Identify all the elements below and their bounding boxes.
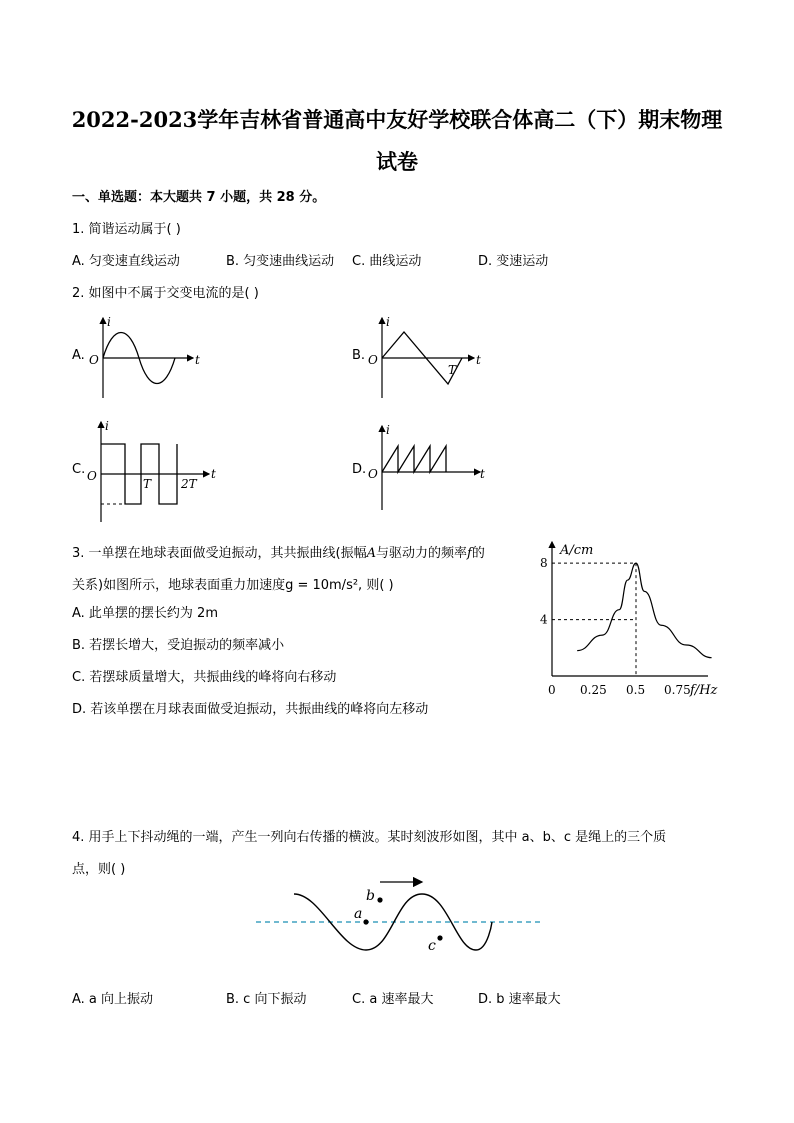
graph-c-y-label: i [105, 419, 109, 433]
question-3-option-a: A. 此单摆的摆长约为 2m [72, 606, 218, 621]
graph-d-x-label: t [480, 467, 485, 481]
graph-d-label: D. [352, 462, 367, 477]
point-b [377, 897, 382, 902]
question-1-stem: 1. 简谐运动属于( ) [72, 222, 181, 237]
chart-xtick-0: 0 [548, 683, 556, 697]
page-title-line2: 试卷 [376, 149, 418, 174]
question-3-option-d: D. 若该单摆在月球表面做受迫振动，共振曲线的峰将向左移动 [72, 702, 429, 717]
label-c: c [428, 938, 436, 954]
chart-xtick-1: 0.25 [580, 683, 607, 697]
question-1-option-b: B. 匀变速曲线运动 [226, 254, 335, 269]
chart-ytick-8: 8 [540, 556, 548, 571]
graph-b-y-label: i [386, 315, 390, 329]
question-4-option-d: D. b 速率最大 [478, 992, 561, 1007]
graph-a-label: A. [72, 348, 85, 363]
graph-c-square [85, 416, 225, 524]
question-1-option-c: C. 曲线运动 [352, 254, 422, 269]
question-4-stem-line1: 4. 用手上下抖动绳的一端，产生一列向右传播的横波。某时刻波形如图，其中 a、b、c 是绳上的三个质 [72, 830, 667, 845]
q3-stem-part1: 3. 一单摆在地球表面做受迫振动，其共振曲线(振幅 [72, 546, 367, 561]
question-1-option-d: D. 变速运动 [478, 254, 549, 269]
question-3-option-c: C. 若摆球质量增大，共振曲线的峰将向右移动 [72, 670, 337, 685]
graph-a-origin: O [89, 353, 99, 367]
label-b: b [366, 888, 375, 904]
point-c [437, 935, 442, 940]
graph-b-T-label: T [448, 363, 457, 377]
chart-xtick-3: 0.75 [664, 683, 691, 697]
page-title-line1: 2022-2023学年吉林省普通高中友好学校联合体高二（下）期末物理 [71, 107, 723, 132]
graph-b-triangle [364, 312, 489, 400]
graph-d-origin: O [368, 467, 378, 481]
graph-b-x-label: t [476, 353, 481, 367]
graph-c-x-label: t [211, 467, 216, 481]
graph-c-label: C. [72, 462, 86, 477]
q3-stem-part3: 的 [471, 546, 485, 561]
question-4-stem-line2: 点，则( ) [72, 862, 126, 877]
question-4-option-b: B. c 向下振动 [226, 992, 307, 1007]
question-2-stem: 2. 如图中不属于交变电流的是( ) [72, 286, 259, 301]
graph-c-origin: O [87, 469, 97, 483]
graph-a-sine [85, 312, 210, 400]
section-header: 一、单选题：本大题共 7 小题，共 28 分。 [72, 190, 326, 205]
chart-series-curve [577, 563, 711, 658]
chart-ytick-4: 4 [540, 612, 548, 627]
q3-stem-part2: 与驱动力的频率 [376, 546, 468, 561]
graph-b-label: B. [352, 348, 366, 363]
chart-xtick-2: 0.5 [626, 683, 646, 697]
graph-d-sawtooth [364, 420, 489, 512]
chart-x-label: f/Hz [690, 683, 718, 698]
transverse-wave-diagram [250, 872, 550, 962]
graph-b-origin: O [368, 353, 378, 367]
graph-a-x-label: t [195, 353, 200, 367]
graph-c-2T-label: 2T [181, 477, 197, 491]
label-a: a [354, 906, 363, 922]
question-4-option-c: C. a 速率最大 [352, 992, 434, 1007]
question-3-stem-line2: 关系)如图所示，地球表面重力加速度g = 10m/s², 则( ) [72, 578, 394, 593]
q3-stem-A: A [366, 546, 376, 561]
graph-c-T-label: T [143, 477, 152, 491]
resonance-curve-chart [540, 536, 730, 702]
question-3-stem-line1 [72, 542, 485, 561]
q3-stem-f: f [467, 546, 472, 561]
question-4-option-a: A. a 向上振动 [72, 992, 154, 1007]
graph-d-y-label: i [386, 423, 390, 437]
chart-y-label: A/cm [560, 543, 594, 558]
graph-a-y-label: i [107, 315, 111, 329]
question-1-option-a: A. 匀变速直线运动 [72, 254, 180, 269]
question-3-option-b: B. 若摆长增大，受迫振动的频率减小 [72, 638, 285, 653]
point-a [363, 919, 368, 924]
